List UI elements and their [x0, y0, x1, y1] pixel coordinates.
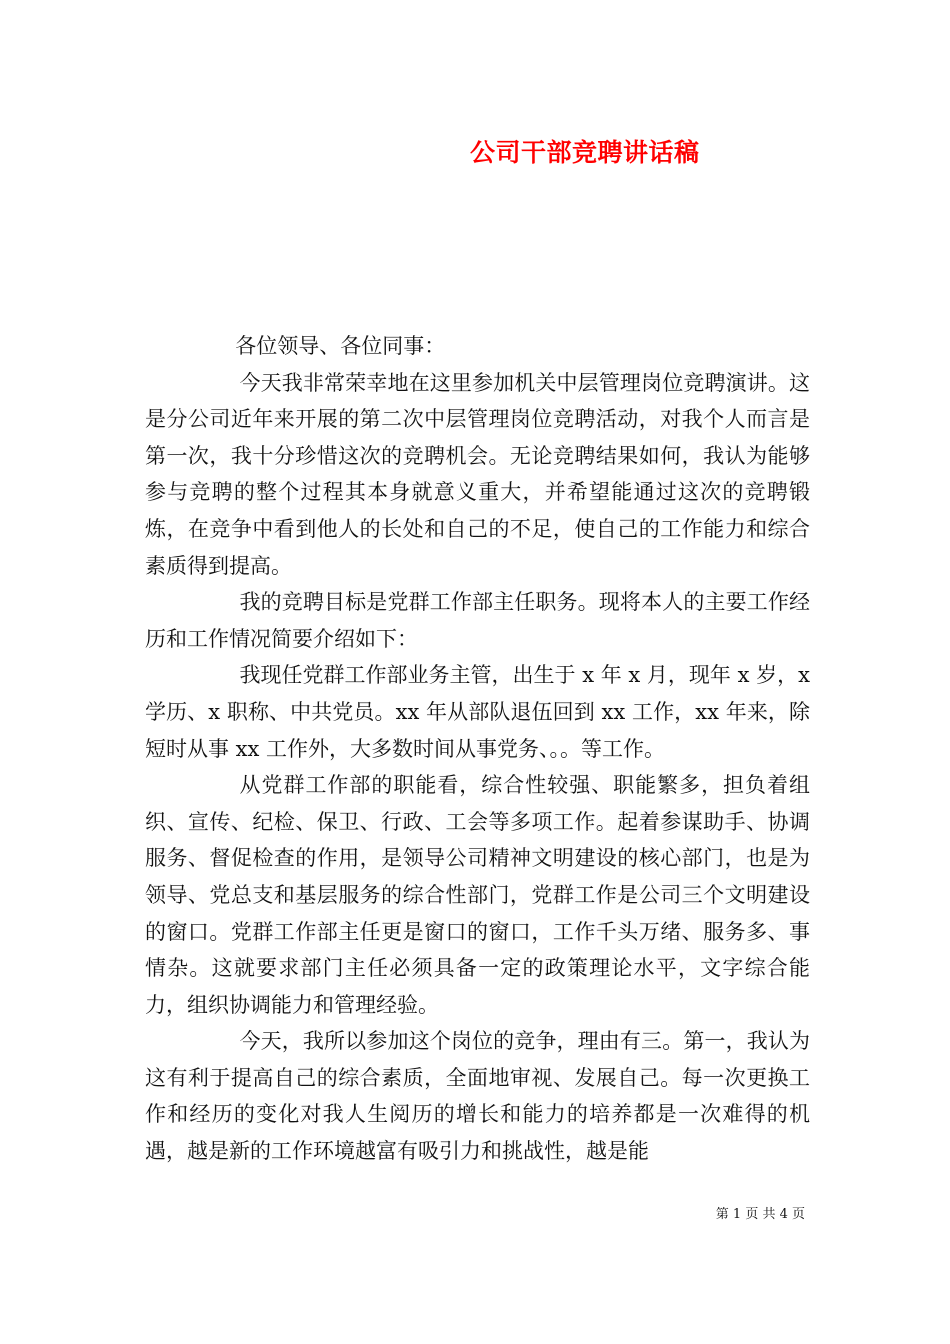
- body-paragraph-4: 从党群工作部的职能看，综合性较强、职能繁多，担负着组织、宣传、纪检、保卫、行政、工会等多项工作。起着参谋助手、协调服务、督促检查的作用，是领导公司精神文明建设的核心部门，也是为领导、党总支和基层服务的综合性部门，党群工作是公司三个文明建设的窗口。党群工作部主任更是窗口的窗口，工作千头万绪、服务多、事情杂。这就要求部门主任必须具备一定的政策理论水平，文字综合能力，组织协调能力和管理经验。: [145, 773, 810, 1017]
- body-paragraph-1: 今天我非常荣幸地在这里参加机关中层管理岗位竞聘演讲。这是分公司近年来开展的第二次中层管理岗位竞聘活动，对我个人而言是第一次，我十分珍惜这次的竞聘机会。无论竞聘结果如何，我认为能够参与竞聘的整个过程其本身就意义重大，并希望能通过这次的竞聘锻炼，在竞争中看到他人的长处和自己的不足，使自己的工作能力和综合素质得到提高。: [145, 370, 810, 578]
- salutation-paragraph: 各位领导、各位同事：: [235, 334, 446, 358]
- body-paragraph-5: 今天，我所以参加这个岗位的竞争，理由有三。第一，我认为这有利于提高自己的综合素质，全面地审视、发展自己。每一次更换工作和经历的变化对我人生阅历的增长和能力的培养都是一次难得的机遇，越是新的工作环境越富有吸引力和挑战性，越是能: [145, 1029, 810, 1164]
- body-paragraph-2: 我的竞聘目标是党群工作部主任职务。现将本人的主要工作经历和工作情况简要介绍如下：: [145, 590, 810, 651]
- document-title: 公司干部竞聘讲话稿: [470, 138, 700, 167]
- page-number-footer: 第 1 页 共 4 页: [715, 1207, 805, 1222]
- document-body: [145, 328, 810, 1170]
- body-paragraph-3: 我现任党群工作部业务主管，出生于 x 年 x 月，现年 x 岁，x 学历、x 职称、中共党员。xx 年从部队退伍回到 xx 工作，xx 年来，除短时从事 xx 工作外，大多数时间从事党务、。。等工作。: [145, 663, 810, 761]
